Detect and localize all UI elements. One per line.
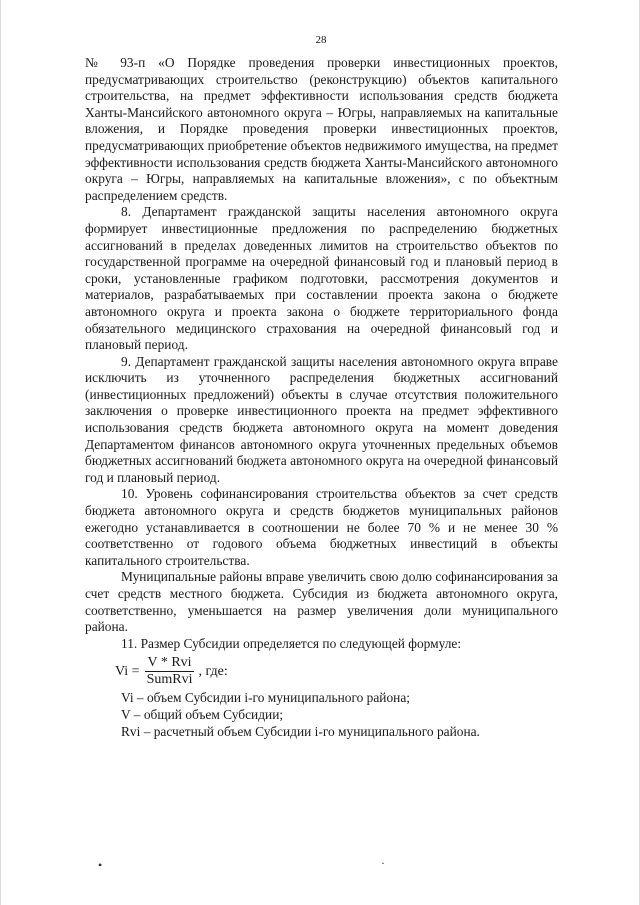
scan-mark-left: • [98,858,103,872]
paragraph-8: 8. Департамент гражданской защиты населения автономного округа формирует инвестиционные предложения по распределению бюджетных ассигнований в пределах доведенных лимитов на строительство объектов по государственной программе на очередной финансовый год и плановый период в сроки, установленные графиком подготовки, рассмотрения документов и материалов, разрабатываемых при составлении проекта закона о бюджете автономного округа и проекта закона о бюджете территориального фонда обязательного медицинского страхования на очередной финансовый год и плановый период. [85,204,558,353]
page-number: 28 [315,34,327,46]
paragraph-11: 11. Размер Субсидии определяется по следующей формуле: [121,635,462,651]
formula-tail: , где: [198,663,228,679]
formula-fraction [145,655,195,688]
paragraph-intro: № 93-п «О Порядке проведения проверки инвестиционных проектов, предусматривающих строительство (реконструкцию) объектов капитального строительства, на предмет эффективности использования средств бюджета Ханты-Мансийского автономного округа – Югры, направляемых на капитальные вложения, и Порядке проведения проверки инвестиционных проектов, предусматривающих приобретение объектов недвижимого имущества, на предмет эффективности использования средств бюджета Ханты-Мансийского автономного округа – Югры, направляемых на капитальные вложения», с по объектным распределением средств. [85,55,558,203]
paragraph-municipal: Муниципальные районы вправе увеличить свою долю софинансирования за счет средств местного бюджета. Субсидия из бюджета автономного округа, соответственно, уменьшается на размер увеличения доли муниципального района. [85,569,558,635]
document-body [85,55,558,740]
definition-rvi: Rvi – расчетный объем Субсидии i-го муниципального района. [121,723,480,739]
paragraph-10: 10. Уровень софинансирования строительства объектов за счет средств бюджета автономного округа и средств бюджетов муниципальных районов ежегодно устанавливается в соотношении не более 70 % и не менее 30 % соответственно от годового объема бюджетных инвестиций в объекты капитального строительства. [85,486,558,568]
formula-denominator: SumRvi [146,672,193,688]
definition-vi: Vi – объем Субсидии i-го муниципального района; [121,690,410,706]
subsidy-formula [115,655,558,688]
paragraph-9: 9. Департамент гражданской защиты населения автономного округа вправе исключить из уточненного распределения бюджетных ассигнований (инвестиционных предложений) объекты в случае отсутствия положительного заключения о проверке инвестиционного проекта на предмет эффективного использования средств бюджета автономного округа на момент доведения Департаментом финансов автономного округа уточненных предельных объемов бюджетных ассигнований бюджета автономного округа на очередной финансовый год и плановый период. [85,353,558,485]
definition-v: V – общий объем Субсидии; [121,706,284,722]
formula-numerator: V * Rvi [147,655,192,671]
scan-mark-right: · [381,856,385,870]
formula-lhs: Vi = [115,663,140,679]
